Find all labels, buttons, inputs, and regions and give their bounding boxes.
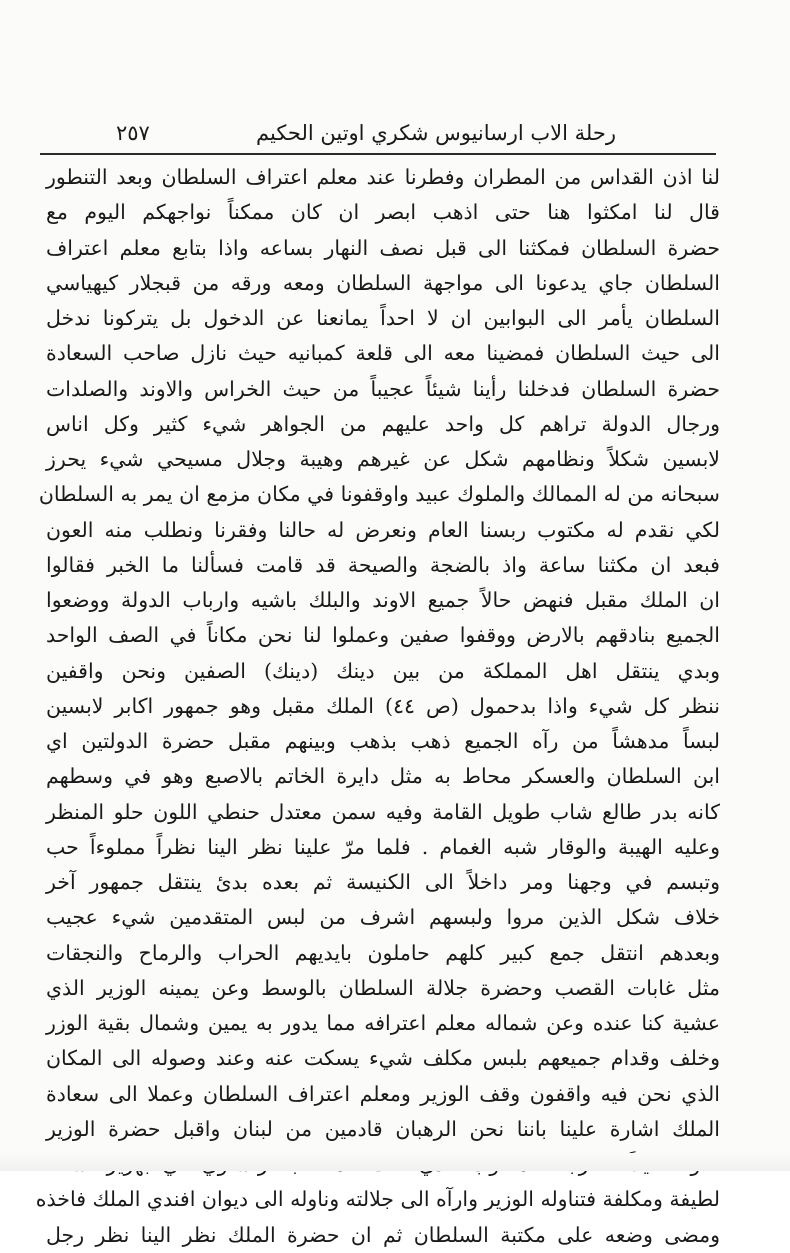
text-line: ان الملك مقبل فنهض حالاً جميع الاوند والبلك باشيه وارباب الدولة ووضعوا bbox=[46, 588, 720, 612]
running-header bbox=[116, 118, 696, 152]
text-line: الى حيث السلطان فمضينا معه الى قلعة كمبانيه حيث نازل صاحب السعادة bbox=[46, 341, 720, 366]
text-line: ومضى وضعه على مكتبة السلطان ثم ان حضرة الملك نظر الينا نظر رجل bbox=[46, 1222, 720, 1247]
text-line: ابن السلطان والعسكر محاط به مثل دايرة الخاتم بالاصبع وهو في وسطهم bbox=[46, 764, 720, 789]
text-line: ورجال الدولة تراهم كل واحد عليهم من الجواهر شيء كثير وكل اناس bbox=[46, 411, 720, 436]
page-number: ٢٥٧ bbox=[116, 121, 150, 145]
text-line: لنا اذن القداس من المطران وفطرنا عند معلم اعتراف السلطان وبعد التنطور bbox=[46, 165, 720, 189]
body-text bbox=[35, 160, 720, 1253]
text-line: ننظر كل شيء واذا بدحمول (ص ٤٤) الملك مقبل وهو جمهور اكابر لابسين bbox=[46, 693, 720, 718]
text-line: لبساً مدهشاً من رآه الجميع ذهب بذهب وبينهم مقبل حضرة الدولتين اي bbox=[46, 729, 720, 753]
text-line: وبدي ينتقل اهل المملكة من بين دينك (دينك) الصفين ونحن واقفين bbox=[46, 658, 720, 683]
text-line: سبحانه من له الممالك والملوك عبيد واوقفونا في مكان مزمع ان يمر به السلطان bbox=[38, 482, 720, 507]
text-line: السلطان جاي يدعونا الى مواجهة السلطان ومعه ورقه من قبجلار كيهياسي bbox=[46, 270, 720, 295]
header-title: رحلة الاب ارسانيوس شكري اوتين الحكيم bbox=[256, 121, 616, 145]
text-line: خلاف شكل الذين مروا ولبسهم اشرف من لبس المتقدمين شيء عجيب bbox=[46, 905, 720, 930]
page-bottom-edge bbox=[0, 1153, 790, 1171]
text-line: السلطان يأمر الى البوابين ان لا احداً يمانعنا عن الدخول بل يتركونا ندخل bbox=[46, 306, 720, 330]
text-line: مثل غابات القصب وحضرة جلالة السلطان بالوسط وعن يمينه الوزير الذي bbox=[46, 975, 720, 1000]
text-line: الجميع بنادقهم بالارض ووقفوا صفين وعملوا لنا نحن مكاناً في الصف الواحد bbox=[46, 623, 720, 648]
text-line: وبعدهم انتقل جمع كبير كلهم حاملون بايديهم الحراب والرماح والنجقات bbox=[46, 940, 720, 965]
text-line: فبعد ان مكثنا ساعة واذ بالضجة والصيحة قد قامت فسألنا ما الخبر فقالوا bbox=[46, 552, 720, 577]
text-line: حضرة السلطان فمكثنا الى قبل نصف النهار بساعه واذا بتابع معلم اعتراف bbox=[46, 235, 720, 260]
text-line: الملك اشارة علينا باننا نحن الرهبان قادمين من لبنان واقبل حضرة الوزير bbox=[46, 1116, 720, 1141]
text-line: الذي نحن فيه واقفون وقف الوزير ومعلم اعتراف السلطان وعملا الى سعادة bbox=[46, 1081, 720, 1106]
text-line: عشية كنا عنده وعن شماله معلم اعترافه مما يدور به يمين وشمال بقية الوزر bbox=[46, 1011, 720, 1035]
text-line: وخلف وقدام جميعهم بلبس مكلف شيء يسكت عنه وعند وصوله الى المكان bbox=[46, 1046, 720, 1071]
text-line: كانه بدر طالع شاب طويل القامة وفيه سمن معتدل حنطي اللون حلو المنظر bbox=[46, 799, 720, 824]
text-line: وعليه الهيبة والوقار شبه الغمام . فلما مرّ علينا نظر الينا نظراً مملوءاً حب bbox=[46, 834, 720, 859]
text-line: لكي نقدم له مكتوب ربسنا العام ونعرض له حالنا وفقرنا ونطلب منه العون bbox=[46, 517, 720, 542]
text-line: قال لنا امكثوا هنا حتى اذهب ابصر ان كان ممكناً نواجهكم اليوم مع bbox=[46, 200, 720, 225]
text-line: وتبسم في وجهنا ومر داخلاً الى الكنيسة ثم بعده بدئ ينتقل جمهور آخر bbox=[46, 870, 720, 894]
text-line: حضرة السلطان فدخلنا رأينا شيئاً عجيباً من حيث الخراس والاوند والصلدات bbox=[46, 376, 720, 401]
text-line: لابسين شكلاً ونظامهم شكل عن غيرهم وهيبة وجلال مسيحي شيء يحرز bbox=[46, 447, 720, 471]
header-rule bbox=[40, 153, 716, 155]
text-line: لطيفة ومكلفة فتناوله الوزير وارآه الى جلالته وناوله الى ديوان افندي الملك فاخذه bbox=[35, 1187, 720, 1212]
